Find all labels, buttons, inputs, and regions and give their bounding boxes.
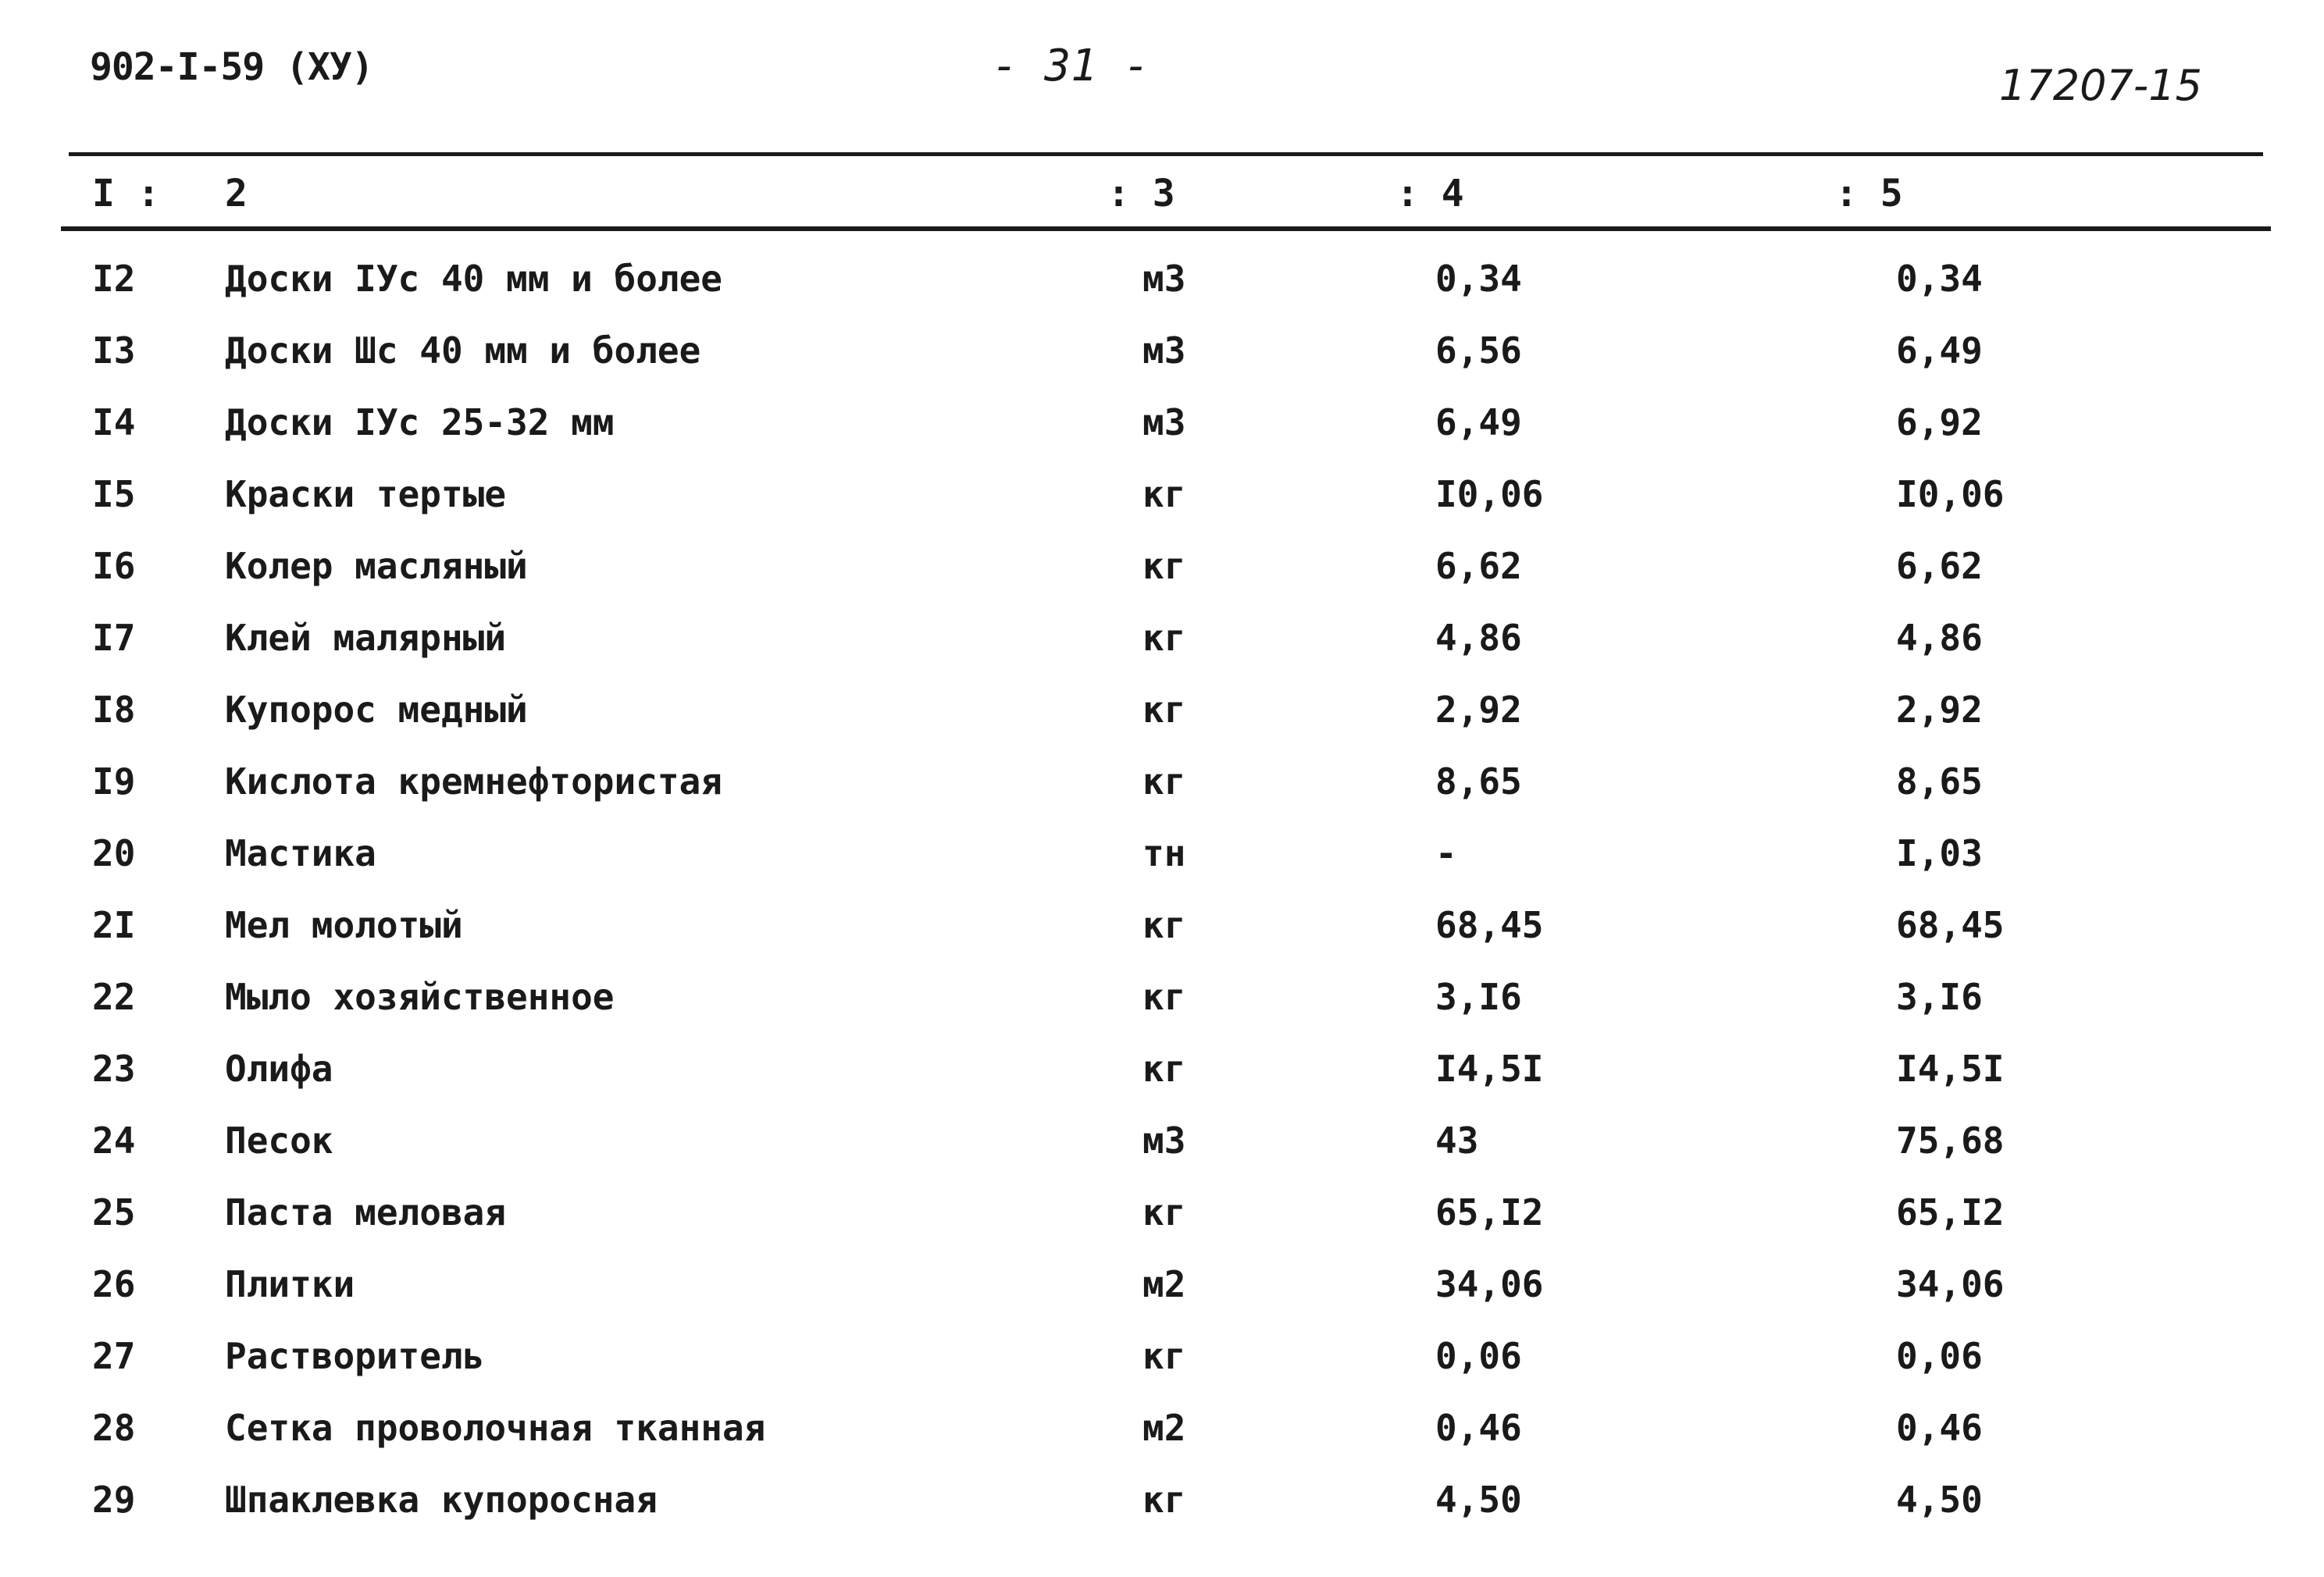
- unit: м3: [1142, 329, 1186, 372]
- unit: м3: [1142, 401, 1186, 443]
- unit: кг: [1142, 473, 1186, 515]
- value-col-5: 6,49: [1896, 329, 1983, 372]
- table-row: [0, 1479, 2324, 1550]
- material-name: Растворитель: [225, 1335, 485, 1377]
- row-number: I8: [92, 689, 136, 731]
- header-rule: [61, 226, 2271, 231]
- value-col-4: 6,49: [1435, 401, 1522, 443]
- table-row: [0, 976, 2324, 1048]
- table-row: [0, 401, 2324, 473]
- table-row: [0, 832, 2324, 904]
- row-number: I6: [92, 545, 136, 587]
- table-row: [0, 1263, 2324, 1335]
- value-col-5: 0,46: [1896, 1407, 1983, 1449]
- value-col-5: 68,45: [1896, 904, 2005, 946]
- value-col-5: 0,06: [1896, 1335, 1983, 1377]
- value-col-4: 65,I2: [1435, 1191, 1544, 1233]
- row-number: I5: [92, 473, 136, 515]
- unit: кг: [1142, 976, 1186, 1018]
- material-name: Сетка проволочная тканная: [225, 1407, 766, 1449]
- value-col-4: 8,65: [1435, 760, 1522, 803]
- unit: кг: [1142, 1048, 1186, 1090]
- material-name: Мастика: [225, 832, 376, 874]
- table-row: [0, 258, 2324, 329]
- unit: тн: [1142, 832, 1186, 874]
- value-col-4: I4,5I: [1435, 1048, 1544, 1090]
- unit: м2: [1142, 1263, 1186, 1305]
- inventory-number: 17207-15: [1999, 61, 2202, 110]
- value-col-4: 34,06: [1435, 1263, 1544, 1305]
- table-row: [0, 1191, 2324, 1263]
- value-col-4: 68,45: [1435, 904, 1544, 946]
- column-header-1: I :: [92, 172, 160, 215]
- table-row: [0, 617, 2324, 689]
- unit: кг: [1142, 1335, 1186, 1377]
- table-body: [0, 258, 2324, 1550]
- material-name: Краски тертые: [225, 473, 507, 515]
- value-col-5: I0,06: [1896, 473, 2005, 515]
- material-name: Колер масляный: [225, 545, 528, 587]
- unit: кг: [1142, 1479, 1186, 1521]
- row-number: 23: [92, 1048, 136, 1090]
- material-name: Паста меловая: [225, 1191, 507, 1233]
- table-row: [0, 1048, 2324, 1120]
- table-row: [0, 1335, 2324, 1407]
- table-row: [0, 689, 2324, 760]
- value-col-5: 65,I2: [1896, 1191, 2005, 1233]
- column-header-5: : 5: [1835, 172, 1903, 215]
- value-col-5: 34,06: [1896, 1263, 2005, 1305]
- value-col-4: 0,46: [1435, 1407, 1522, 1449]
- row-number: I2: [92, 258, 136, 300]
- column-header-2: 2: [225, 172, 248, 215]
- material-name: Олифа: [225, 1048, 333, 1090]
- value-col-4: 0,06: [1435, 1335, 1522, 1377]
- unit: кг: [1142, 1191, 1186, 1233]
- unit: кг: [1142, 617, 1186, 659]
- row-number: 20: [92, 832, 136, 874]
- table-header: [0, 172, 2324, 219]
- unit: кг: [1142, 545, 1186, 587]
- table-row: [0, 473, 2324, 545]
- row-number: 27: [92, 1335, 136, 1377]
- material-name: Доски Шс 40 мм и более: [225, 329, 701, 372]
- table-row: [0, 329, 2324, 401]
- table-row: [0, 1120, 2324, 1191]
- row-number: 25: [92, 1191, 136, 1233]
- page-number: - 31 -: [992, 41, 1150, 91]
- value-col-5: 0,34: [1896, 258, 1983, 300]
- row-number: 28: [92, 1407, 136, 1449]
- value-col-5: 6,92: [1896, 401, 1983, 443]
- value-col-4: 6,56: [1435, 329, 1522, 372]
- row-number: I9: [92, 760, 136, 803]
- value-col-4: I0,06: [1435, 473, 1544, 515]
- unit: кг: [1142, 760, 1186, 803]
- value-col-5: 75,68: [1896, 1120, 2005, 1162]
- material-name: Мыло хозяйственное: [225, 976, 615, 1018]
- row-number: I3: [92, 329, 136, 372]
- row-number: 26: [92, 1263, 136, 1305]
- material-name: Мел молотый: [225, 904, 463, 946]
- row-number: 2I: [92, 904, 136, 946]
- value-col-5: I4,5I: [1896, 1048, 2005, 1090]
- value-col-4: -: [1435, 832, 1457, 874]
- material-name: Кислота кремнефтористая: [225, 760, 722, 803]
- value-col-4: 0,34: [1435, 258, 1522, 300]
- unit: м3: [1142, 258, 1186, 300]
- row-number: I7: [92, 617, 136, 659]
- material-name: Доски IУс 40 мм и более: [225, 258, 722, 300]
- table-row: [0, 904, 2324, 976]
- value-col-5: I,03: [1896, 832, 1983, 874]
- value-col-4: 4,86: [1435, 617, 1522, 659]
- column-header-3: : 3: [1107, 172, 1175, 215]
- document-code: 902-I-59 (XУ): [90, 45, 373, 89]
- value-col-5: 4,50: [1896, 1479, 1983, 1521]
- row-number: I4: [92, 401, 136, 443]
- value-col-5: 6,62: [1896, 545, 1983, 587]
- table-row: [0, 1407, 2324, 1479]
- value-col-4: 2,92: [1435, 689, 1522, 731]
- material-name: Шпаклевка купоросная: [225, 1479, 658, 1521]
- value-col-4: 6,62: [1435, 545, 1522, 587]
- material-name: Песок: [225, 1120, 333, 1162]
- table-row: [0, 545, 2324, 617]
- unit: кг: [1142, 904, 1186, 946]
- value-col-5: 4,86: [1896, 617, 1983, 659]
- unit: м2: [1142, 1407, 1186, 1449]
- column-header-4: : 4: [1396, 172, 1464, 215]
- value-col-4: 3,I6: [1435, 976, 1522, 1018]
- material-name: Клей малярный: [225, 617, 507, 659]
- unit: м3: [1142, 1120, 1186, 1162]
- value-col-5: 2,92: [1896, 689, 1983, 731]
- material-name: Купорос медный: [225, 689, 528, 731]
- value-col-4: 4,50: [1435, 1479, 1522, 1521]
- material-name: Доски IУс 25-32 мм: [225, 401, 615, 443]
- unit: кг: [1142, 689, 1186, 731]
- top-rule: [69, 152, 2263, 156]
- row-number: 24: [92, 1120, 136, 1162]
- material-name: Плитки: [225, 1263, 355, 1305]
- value-col-5: 3,I6: [1896, 976, 1983, 1018]
- value-col-4: 43: [1435, 1120, 1479, 1162]
- table-row: [0, 760, 2324, 832]
- row-number: 29: [92, 1479, 136, 1521]
- row-number: 22: [92, 976, 136, 1018]
- value-col-5: 8,65: [1896, 760, 1983, 803]
